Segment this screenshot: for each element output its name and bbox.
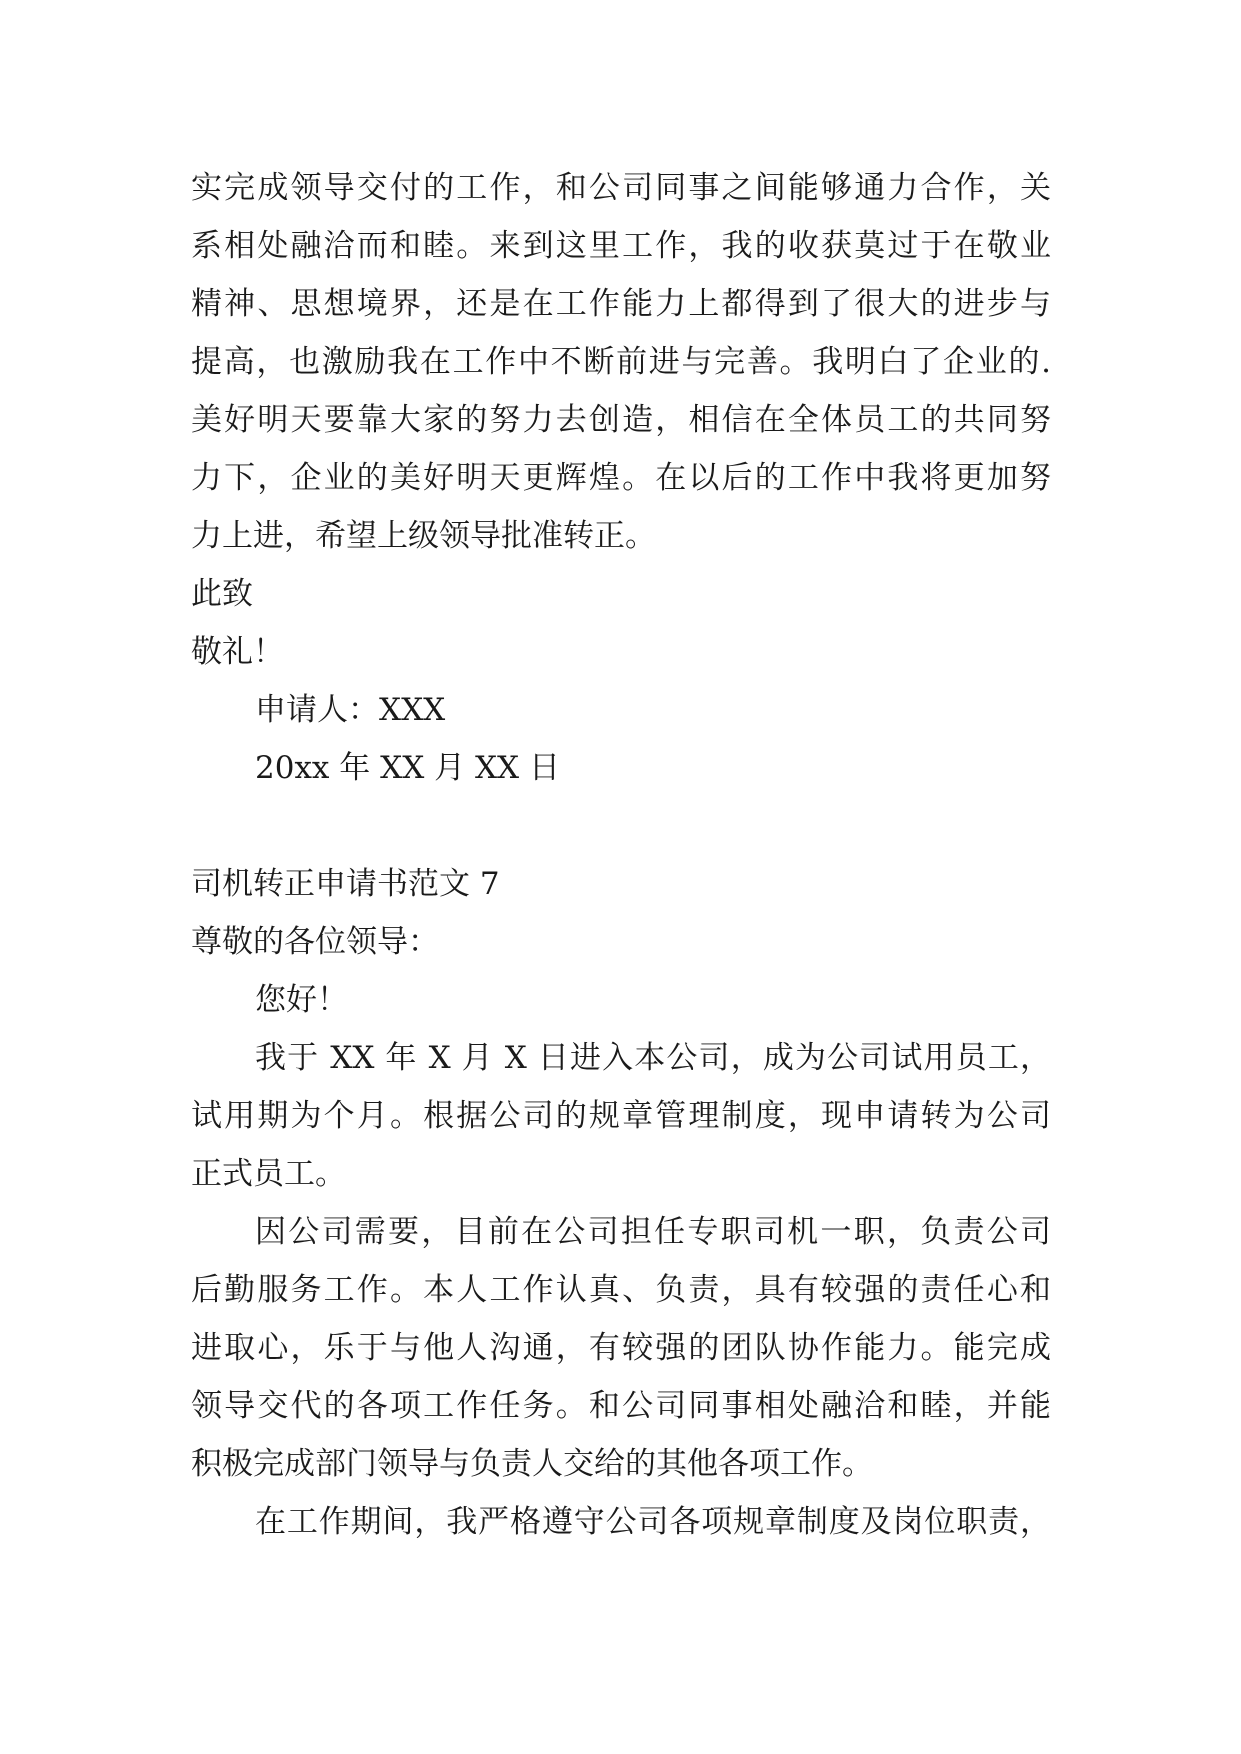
paragraph-line: 试用期为个月。根据公司的规章管理制度，现申请转为公司 [191, 1098, 1051, 1134]
greeting: 您好！ [255, 982, 348, 1018]
paragraph-line: 系相处融洽而和睦。来到这里工作，我的收获莫过于在敬业 [191, 228, 1051, 264]
paragraph-line: 领导交代的各项工作任务。和公司同事相处融洽和睦，并能 [191, 1388, 1051, 1424]
applicant-signature: 申请人：XXX [255, 692, 446, 728]
closing-line: 敬礼！ [191, 634, 284, 670]
paragraph-line: 因公司需要，目前在公司担任专职司机一职，负责公司 [255, 1214, 1051, 1250]
paragraph-line: 我于 XX 年 X 月 X 日进入本公司，成为公司试用员工， [255, 1040, 1051, 1076]
salutation: 尊敬的各位领导： [191, 924, 439, 960]
section-title: 司机转正申请书范文 7 [191, 866, 500, 902]
paragraph-line: 提高，也激励我在工作中不断前进与完善。我明白了企业的. [191, 344, 1051, 380]
paragraph-line: 后勤服务工作。本人工作认真、负责，具有较强的责任心和 [191, 1272, 1051, 1308]
paragraph-line: 力下，企业的美好明天更辉煌。在以后的工作中我将更加努 [191, 460, 1051, 496]
paragraph-line: 在工作期间，我严格遵守公司各项规章制度及岗位职责， [255, 1504, 1051, 1540]
paragraph-line: 积极完成部门领导与负责人交给的其他各项工作。 [191, 1446, 873, 1482]
paragraph-line: 进取心，乐于与他人沟通，有较强的团队协作能力。能完成 [191, 1330, 1051, 1366]
paragraph-line: 力上进，希望上级领导批准转正。 [191, 518, 656, 554]
paragraph-line: 正式员工。 [191, 1156, 346, 1192]
paragraph-line: 精神、思想境界，还是在工作能力上都得到了很大的进步与 [191, 286, 1051, 322]
application-date: 20xx 年 XX 月 XX 日 [255, 750, 560, 786]
closing-line: 此致 [191, 576, 253, 612]
paragraph-line: 美好明天要靠大家的努力去创造，相信在全体员工的共同努 [191, 402, 1051, 438]
paragraph-line: 实完成领导交付的工作，和公司同事之间能够通力合作，关 [191, 170, 1051, 206]
